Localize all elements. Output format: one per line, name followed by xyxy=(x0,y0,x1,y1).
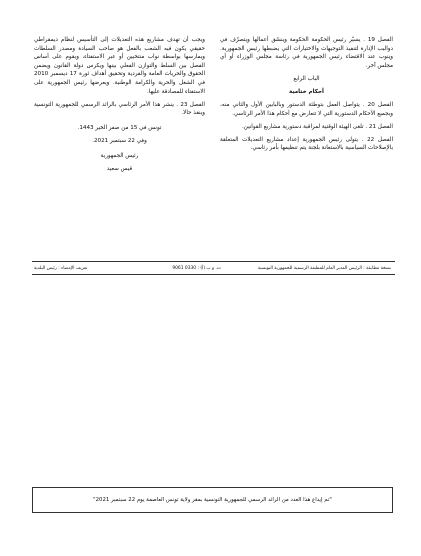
article-22-continued: ويجب أن تهدف مشاريع هذه التعديلات إلى التأسيس لنظام ديمقراطي حقيقي يكون فيه الشعب بالفعل هو صاحب السيادة ومصدر السلطات ويمارسها بواسطة نواب منتخبين أو عبر الاستفتاء، ويقوم على أساس الفصل بين السلط والتوازن الفعلي بينها ويكرس دولة القانون ويضمن الحقوق والحريات العامة والفردية وتحقيق أهداف ثورة 17 ديسمبر 2010 في الشغل والحرية والكرامة الوطنية. ويعرضها رئيس الجمهورية على الاستفتاء للمصادقة عليها. xyxy=(34,37,205,95)
article-20: الفصل 20 . يتواصل العمل بتوطئة الدستور وبالبابين الأول والثاني منه، وبجميع الأحكام الدستورية التي لا تتعارض مع أحكام هذا الأمر الرئاسي. xyxy=(220,102,393,117)
date-hijri: تونس في 15 من صفر الخير 1443. xyxy=(77,124,162,131)
chapter-title: الباب الرابع xyxy=(293,75,320,82)
deposit-notice: "تم إيداع هذا العدد من الرائد الرسمي للجمهورية التونسية بمقر ولاية تونس العاصمة يوم 22 سبتمبر 2021" xyxy=(93,497,332,503)
footer-bottom-rule xyxy=(32,274,395,275)
footer-signature-id: تعريف الإمضاء : رئيس البلدية xyxy=(34,266,88,271)
article-21: الفصل 21 . تلغى الهيئة الوقتية لمراقبة دستورية مشاريع القوانين. xyxy=(242,123,393,130)
signature-name: قيس سعيد xyxy=(106,165,133,172)
article-23: الفصل 23 . ينشر هذا الأمر الرئاسي بالرائد الرسمي للجمهورية التونسية وينفذ حالا. xyxy=(34,101,205,117)
left-column xyxy=(34,36,205,178)
article-19: الفصل 19 . يسيّر رئيس الحكومة الحكومة وينسّق أعمالها ويتصرّف في دواليب الإدارة لتنفيذ التوجيهات والاختيارات التي يضبطها رئيس الجمهورية. وينوب عند الاقتضاء رئيس الجمهورية في رئاسة مجلس الوزراء أو أي مجلس آخر. xyxy=(220,37,393,69)
article-22: الفصل 22 . يتولى رئيس الجمهورية إعداد مشاريع التعديلات المتعلقة بالإصلاحات السياسية بالاستعانة بلجنة يتم تنظيمها بأمر رئاسي. xyxy=(220,136,393,152)
chapter-subtitle: أحكام ختامية xyxy=(289,88,324,95)
footer-certified-copy: نسخة مطابقة : الرئيس المدير العام للمطبعة الرسمية للجمهورية التونسية xyxy=(257,266,391,271)
date-gregorian: وفي 22 سبتمبر 2021. xyxy=(92,137,147,144)
footer-top-rule xyxy=(32,261,395,262)
footer-registration: ت. و ب (أ) : 0330 9061 xyxy=(172,266,221,271)
right-column xyxy=(220,36,393,158)
deposit-notice-box xyxy=(32,487,393,513)
signature-title: رئيس الجمهورية xyxy=(100,152,139,159)
